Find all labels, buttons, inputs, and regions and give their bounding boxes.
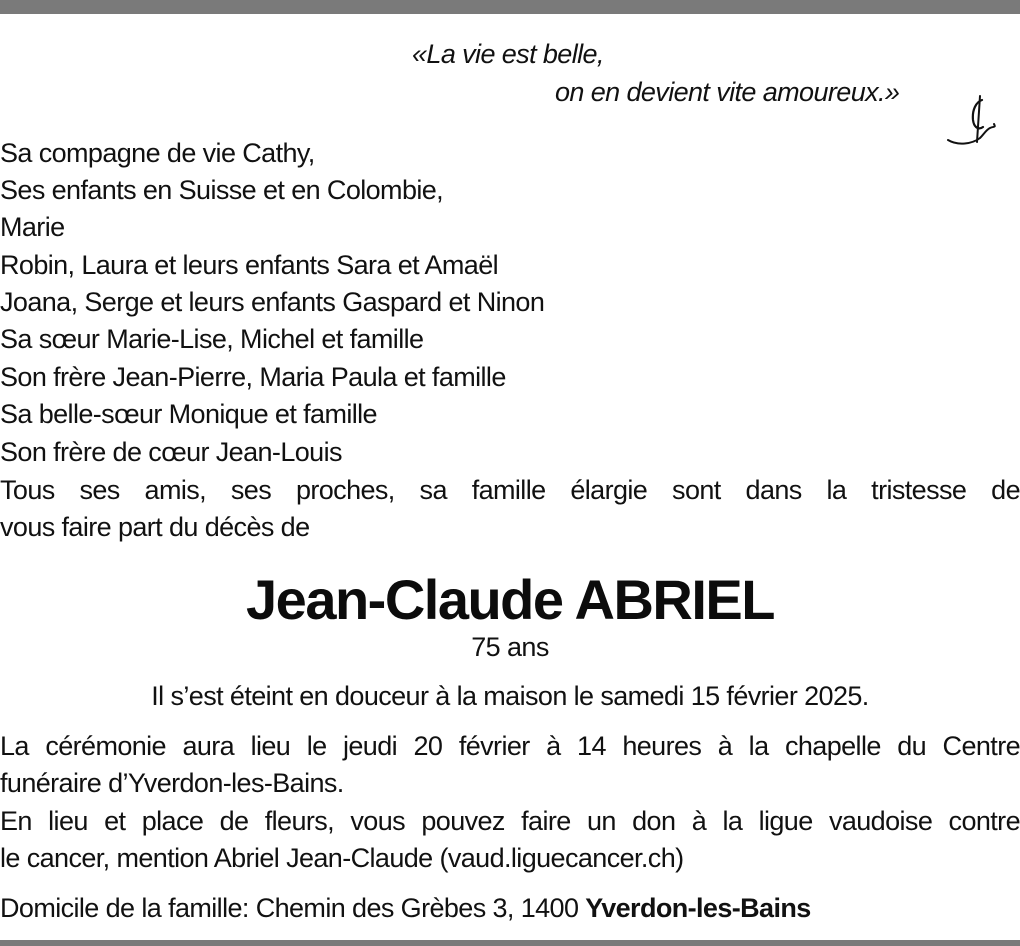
passing-statement: Il s’est éteint en douceur à la maison le samedi 15 février 2025.	[151, 681, 869, 711]
donation-line-1: En lieu et place de fleurs, vous pouvez faire un don à la ligue vaudoise contre	[0, 806, 1020, 836]
announcement-line-2: vous faire part du décès de	[0, 512, 310, 542]
quote-line-1: «La vie est belle,	[412, 39, 604, 69]
domicile-line	[0, 892, 811, 924]
ceremony-line-2: funéraire d’Yverdon-les-Bains.	[0, 768, 344, 798]
family-line: Joana, Serge et leurs enfants Gaspard et Ninon	[0, 287, 545, 317]
family-line: Robin, Laura et leurs enfants Sara et Amaël	[0, 250, 499, 280]
donation-line-2: le cancer, mention Abriel Jean-Claude (vaud.liguecancer.ch)	[0, 843, 684, 873]
signature-mark	[946, 94, 1002, 150]
top-border	[0, 0, 1020, 14]
family-line: Sa compagne de vie Cathy,	[0, 138, 315, 168]
bottom-border	[0, 940, 1020, 946]
domicile-address: Domicile de la famille: Chemin des Grèbes 3, 1400	[0, 893, 586, 923]
deceased-age: 75 ans	[471, 632, 549, 662]
announcement-line-1: Tous ses amis, ses proches, sa famille élargie sont dans la tristesse de	[0, 475, 1020, 505]
family-line: Son frère de cœur Jean-Louis	[0, 437, 342, 467]
quote-line-2: on en devient vite amoureux.»	[555, 77, 900, 107]
family-line: Ses enfants en Suisse et en Colombie,	[0, 175, 444, 205]
family-line: Marie	[0, 212, 65, 242]
family-line: Sa belle-sœur Monique et famille	[0, 399, 377, 429]
ceremony-line-1: La cérémonie aura lieu le jeudi 20 février à 14 heures à la chapelle du Centre	[0, 731, 1020, 761]
family-line: Son frère Jean-Pierre, Maria Paula et famille	[0, 362, 506, 392]
family-line: Sa sœur Marie-Lise, Michel et famille	[0, 324, 424, 354]
domicile-city: Yverdon-les-Bains	[585, 893, 811, 923]
deceased-name: Jean-Claude ABRIEL	[246, 568, 774, 631]
